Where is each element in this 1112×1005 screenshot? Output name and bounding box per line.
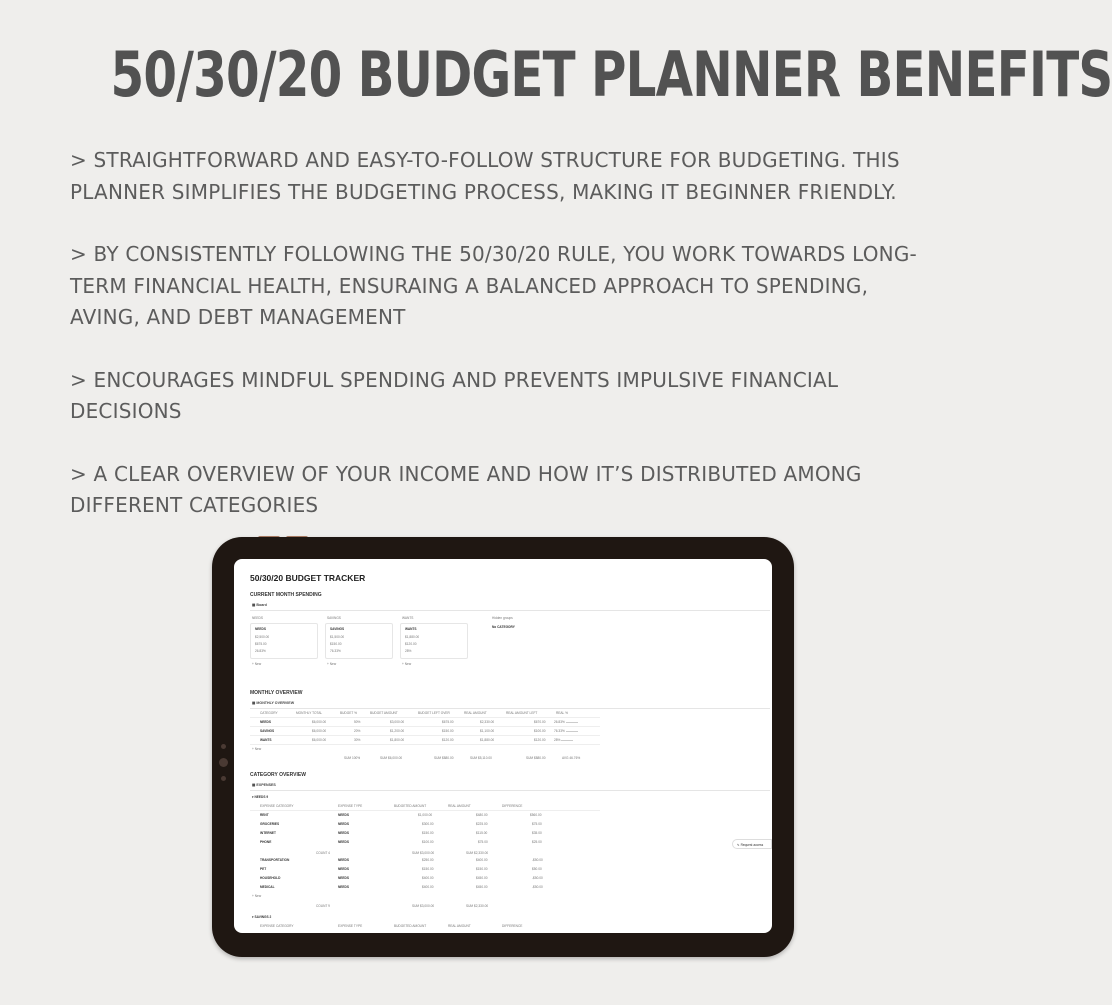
subtotal-cell: SUM $2,330.00 bbox=[466, 904, 489, 908]
group-toggle-needs[interactable]: ▾ NEEDS 9 bbox=[252, 795, 269, 799]
percent-value: 28% bbox=[554, 738, 561, 742]
benefit-item bbox=[70, 239, 975, 334]
percent-value: 26.83% bbox=[554, 720, 565, 724]
cell: $150.00 bbox=[422, 867, 434, 871]
cell: $100.00 bbox=[534, 729, 546, 733]
cell: $25.00 bbox=[532, 840, 542, 844]
column-header[interactable]: BUDGET LEFT OVER bbox=[418, 711, 450, 715]
cell: $100.00 bbox=[422, 840, 434, 844]
total-cell: SUM 100% bbox=[344, 756, 361, 760]
cell: $1,200.00 bbox=[390, 729, 405, 733]
row-divider bbox=[250, 810, 600, 811]
total-cell: SUM $6,000.00 bbox=[380, 756, 403, 760]
card-title: SAVINGS bbox=[330, 627, 345, 631]
cell: $250.00 bbox=[422, 858, 434, 862]
tablet-sensor-dot bbox=[221, 744, 226, 749]
benefit-line: TERM FINANCIAL HEALTH, ENSURAING A BALANCED APPROACH TO SPENDING, bbox=[70, 273, 869, 298]
cell: 20% bbox=[354, 729, 361, 733]
board-tab[interactable]: ▦ Board bbox=[252, 603, 267, 607]
column-header[interactable]: DIFFERENCE bbox=[502, 924, 523, 928]
benefit-item bbox=[70, 145, 975, 208]
cell: $1,800.00 bbox=[390, 738, 405, 742]
cell: TRANSPORTATION bbox=[260, 858, 290, 862]
subtotal-cell: SUM $2,330.00 bbox=[466, 851, 489, 855]
cell: $400.00 bbox=[476, 858, 488, 862]
card-title: NEEDS bbox=[255, 627, 266, 631]
benefits-list bbox=[70, 145, 975, 553]
column-header[interactable]: REAL AMOUNT LEFT bbox=[506, 711, 538, 715]
group-label: NEEDS 9 bbox=[254, 795, 269, 799]
monthly-tab-label: MONTHLY OVERVIEW bbox=[256, 701, 295, 705]
new-card-button[interactable]: + New bbox=[327, 662, 337, 666]
column-header[interactable]: BUDGET % bbox=[340, 711, 357, 715]
cell: GROCERIES bbox=[260, 822, 280, 826]
cell: NEEDS bbox=[338, 885, 349, 889]
group-toggle-savings[interactable]: ▾ SAVINGS 2 bbox=[252, 915, 272, 919]
cell bbox=[554, 738, 573, 742]
benefit-line: DIFFERENT CATEGORIES bbox=[70, 493, 319, 517]
card-value: $1,500.00 bbox=[330, 635, 345, 639]
tab-divider bbox=[250, 790, 770, 791]
cell: $1,100.00 bbox=[480, 729, 495, 733]
cell: $150.00 bbox=[476, 867, 488, 871]
cell: MEDICAL bbox=[260, 885, 275, 889]
cell: $3,000.00 bbox=[390, 720, 405, 724]
expenses-tab[interactable]: ▦ EXPENSES bbox=[252, 783, 276, 787]
cell: -$50.00 bbox=[532, 885, 543, 889]
new-card-button[interactable]: + New bbox=[402, 662, 412, 666]
cell: 30% bbox=[354, 738, 361, 742]
cell: $120.00 bbox=[442, 738, 454, 742]
column-header[interactable]: REAL AMOUNT bbox=[464, 711, 487, 715]
cell bbox=[554, 729, 578, 733]
column-header[interactable]: EXPENSE CATEGORY bbox=[260, 804, 294, 808]
cell: $6,000.00 bbox=[312, 738, 327, 742]
progress-bar bbox=[566, 731, 578, 732]
category-overview-heading: CATEGORY OVERVIEW bbox=[250, 772, 306, 778]
card-value: $2,500.00 bbox=[255, 635, 270, 639]
column-header[interactable]: EXPENSE CATEGORY bbox=[260, 924, 294, 928]
cell: NEEDS bbox=[260, 720, 271, 724]
board-column-savings[interactable]: SAVINGS bbox=[327, 616, 341, 620]
tab-divider bbox=[250, 610, 770, 611]
column-header[interactable]: DIFFERENCE bbox=[502, 804, 523, 808]
row-divider bbox=[250, 717, 600, 718]
column-header[interactable]: REAL % bbox=[556, 711, 568, 715]
new-card-button[interactable]: + New bbox=[252, 662, 262, 666]
card-value: $1,880.00 bbox=[405, 635, 420, 639]
new-row-button[interactable]: + New bbox=[252, 894, 262, 898]
benefit-line: PLANNER SIMPLIFIES THE BUDGETING PROCESS, MAKING IT BEGINNER FRIENDLY. bbox=[70, 179, 897, 204]
cell: $450.00 bbox=[476, 876, 488, 880]
monthly-overview-tab[interactable]: ▦ MONTHLY OVERVIEW bbox=[252, 701, 295, 705]
column-header[interactable]: MONTHLY TOTAL bbox=[296, 711, 323, 715]
card-value: 28% bbox=[405, 649, 412, 653]
column-header[interactable]: REAL AMOUNT bbox=[448, 804, 471, 808]
cell: $35.00 bbox=[532, 831, 542, 835]
cell: SAVINGS bbox=[260, 729, 275, 733]
column-header[interactable]: BUDGET AMOUNT bbox=[370, 711, 398, 715]
cell: NEEDS bbox=[338, 876, 349, 880]
cell: $150.00 bbox=[422, 831, 434, 835]
cell: $480.00 bbox=[476, 813, 488, 817]
subtotal-cell: COUNT 9 bbox=[316, 904, 330, 908]
cell: $675.00 bbox=[442, 720, 454, 724]
total-cell: SUM $880.00 bbox=[526, 756, 546, 760]
tracker-title: 50/30/20 BUDGET TRACKER bbox=[250, 573, 366, 583]
cell: $120.00 bbox=[534, 738, 546, 742]
board-card-wants[interactable] bbox=[400, 623, 468, 659]
tab-divider bbox=[250, 708, 770, 709]
cell: $75.00 bbox=[478, 840, 488, 844]
cell: RENT bbox=[260, 813, 269, 817]
benefit-line: > BY CONSISTENTLY FOLLOWING THE 50/30/20 RULE, YOU WORK TOWARDS LONG- bbox=[70, 242, 917, 266]
benefit-line: > STRAIGHTFORWARD AND EASY-TO-FOLLOW STRUCTURE FOR BUDGETING. THIS bbox=[70, 148, 900, 172]
cell: $400.00 bbox=[422, 876, 434, 880]
benefit-item bbox=[70, 365, 975, 428]
subtotal-cell: SUM $3,000.00 bbox=[412, 851, 435, 855]
cell: -$50.00 bbox=[532, 876, 543, 880]
cell: $150.00 bbox=[442, 729, 454, 733]
board-column-needs[interactable]: NEEDS bbox=[252, 616, 263, 620]
cell: $300.00 bbox=[422, 822, 434, 826]
progress-bar bbox=[561, 740, 573, 741]
card-value: $675.00 bbox=[255, 642, 267, 646]
cell: $225.00 bbox=[476, 822, 488, 826]
benefit-line: AVING, AND DEBT MANAGEMENT bbox=[70, 305, 406, 329]
cell: NEEDS bbox=[338, 858, 349, 862]
expenses-tab-label: EXPENSES bbox=[256, 783, 276, 787]
card-value: $120.00 bbox=[405, 642, 417, 646]
cell: $1,000.00 bbox=[418, 813, 433, 817]
cell: HOUSEHOLD bbox=[260, 876, 281, 880]
page-headline: 50/30/20 BUDGET PLANNER BENEFITS bbox=[110, 38, 1112, 111]
cell: PHONE bbox=[260, 840, 272, 844]
current-month-heading: CURRENT MONTH SPENDING bbox=[250, 592, 322, 598]
column-header[interactable]: REAL AMOUNT bbox=[448, 924, 471, 928]
request-access-label: Request access bbox=[740, 843, 764, 847]
tablet-camera-icon bbox=[219, 758, 228, 767]
column-header[interactable]: BUDGETED AMOUNT bbox=[394, 924, 427, 928]
column-header[interactable]: BUDGETED AMOUNT bbox=[394, 804, 427, 808]
row-divider bbox=[250, 735, 600, 736]
hidden-groups-label: Hidden groups bbox=[492, 616, 513, 620]
percent-value: 76.33% bbox=[554, 729, 565, 733]
benefit-item bbox=[70, 459, 975, 522]
row-divider bbox=[250, 744, 600, 745]
cell: -$50.00 bbox=[532, 858, 543, 862]
card-value: 76.33% bbox=[330, 649, 341, 653]
request-access-button[interactable]: ✎ Request access bbox=[732, 839, 772, 849]
cell: 50% bbox=[354, 720, 361, 724]
benefit-line: > A CLEAR OVERVIEW OF YOUR INCOME AND HOW IT’S DISTRIBUTED AMONG bbox=[70, 461, 862, 486]
column-header[interactable]: EXPENSE TYPE bbox=[338, 804, 363, 808]
cell: PET bbox=[260, 867, 267, 871]
cell: NEEDS bbox=[338, 822, 349, 826]
cell: $560.00 bbox=[530, 813, 542, 817]
group-label: SAVINGS 2 bbox=[254, 915, 272, 919]
card-value: $150.00 bbox=[330, 642, 342, 646]
cell: $450.00 bbox=[476, 885, 488, 889]
cell: INTERNET bbox=[260, 831, 276, 835]
benefit-line: > ENCOURAGES MINDFUL SPENDING AND PREVENTS IMPULSIVE FINANCIAL bbox=[70, 367, 839, 392]
cell: NEEDS bbox=[338, 831, 349, 835]
cell: $6,000.00 bbox=[312, 720, 327, 724]
cell: $1,880.00 bbox=[480, 738, 495, 742]
cell: NEEDS bbox=[338, 840, 349, 844]
total-cell: AVG 46.76% bbox=[562, 756, 581, 760]
cell bbox=[554, 720, 578, 724]
tablet-sensor-dot bbox=[221, 776, 226, 781]
cell: NEEDS bbox=[338, 867, 349, 871]
row-divider bbox=[250, 726, 600, 727]
board-card-savings[interactable] bbox=[325, 623, 393, 659]
column-header[interactable]: EXPENSE TYPE bbox=[338, 924, 363, 928]
cell: $670.00 bbox=[534, 720, 546, 724]
cell: $115.00 bbox=[476, 831, 488, 835]
total-cell: SUM $5,110.00 bbox=[470, 756, 492, 760]
cell: $2,330.00 bbox=[480, 720, 495, 724]
total-cell: SUM $880.00 bbox=[434, 756, 454, 760]
cell: $400.00 bbox=[422, 885, 434, 889]
cell: $75.00 bbox=[532, 822, 542, 826]
card-title: WANTS bbox=[405, 627, 417, 631]
board-card-needs[interactable] bbox=[250, 623, 318, 659]
cell: $6,000.00 bbox=[312, 729, 327, 733]
monthly-overview-heading: MONTHLY OVERVIEW bbox=[250, 690, 303, 696]
board-tab-label: Board bbox=[256, 603, 267, 607]
column-header[interactable]: CATEGORY bbox=[260, 711, 278, 715]
card-value: 26.83% bbox=[255, 649, 266, 653]
cell: $50.00 bbox=[532, 867, 542, 871]
subtotal-cell: COUNT 4 bbox=[316, 851, 330, 855]
cell: WANTS bbox=[260, 738, 272, 742]
new-row-button[interactable]: + New bbox=[252, 747, 262, 751]
board-column-wants[interactable]: WANTS bbox=[402, 616, 414, 620]
progress-bar bbox=[566, 722, 578, 723]
benefit-line: DECISIONS bbox=[70, 399, 182, 423]
subtotal-cell: SUM $3,000.00 bbox=[412, 904, 435, 908]
cell: NEEDS bbox=[338, 813, 349, 817]
tablet-screen bbox=[234, 559, 772, 933]
no-category-group[interactable]: No CATEGORY bbox=[492, 625, 515, 629]
